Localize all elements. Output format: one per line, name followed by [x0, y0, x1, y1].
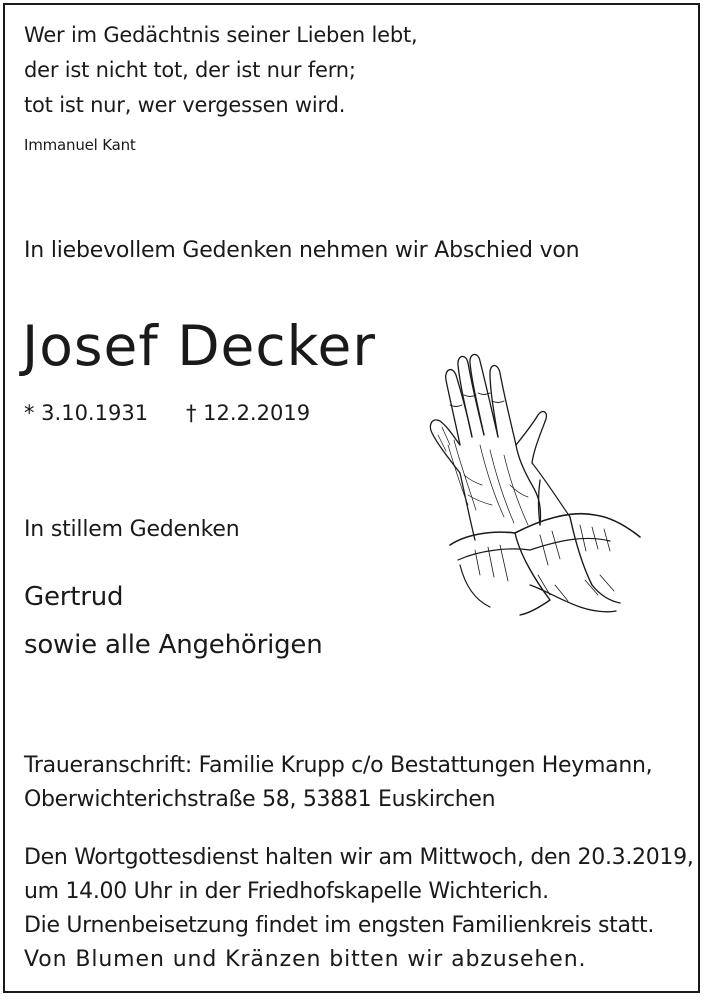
quote-author: Immanuel Kant: [24, 136, 136, 154]
praying-hands-icon: [420, 345, 645, 620]
service-info: [24, 841, 694, 977]
quote-line: Wer im Gedächtnis seiner Lieben lebt,: [24, 23, 418, 47]
address-line: Traueranschrift: Familie Krupp c/o Bestattungen Heymann,: [24, 753, 653, 778]
service-line: Den Wortgottesdienst halten wir am Mittwoch, den 20.3.2019,: [24, 845, 694, 870]
service-line: Von Blumen und Kränzen bitten wir abzusehen.: [24, 947, 587, 972]
quote-line: tot ist nur, wer vergessen wird.: [24, 93, 346, 117]
service-line: um 14.00 Uhr in der Friedhofskapelle Wichterich.: [24, 879, 549, 904]
address-line: Oberwichterichstraße 58, 53881 Euskirchen: [24, 787, 496, 812]
mourner-relatives: sowie alle Angehörigen: [24, 630, 323, 660]
service-line: Die Urnenbeisetzung findet im engsten Familienkreis statt.: [24, 913, 655, 938]
deceased-name: Josef Decker: [22, 314, 376, 378]
birth-date: * 3.10.1931: [24, 401, 149, 425]
mourner-name: Gertrud: [24, 582, 124, 612]
mourning-address: [24, 749, 652, 817]
intro-text: In liebevollem Gedenken nehmen wir Abschied von: [24, 238, 580, 263]
quote-line: der ist nicht tot, der ist nur fern;: [24, 58, 356, 82]
quote: [24, 18, 418, 123]
death-date: † 12.2.2019: [186, 401, 311, 425]
memory-heading: In stillem Gedenken: [24, 517, 240, 542]
